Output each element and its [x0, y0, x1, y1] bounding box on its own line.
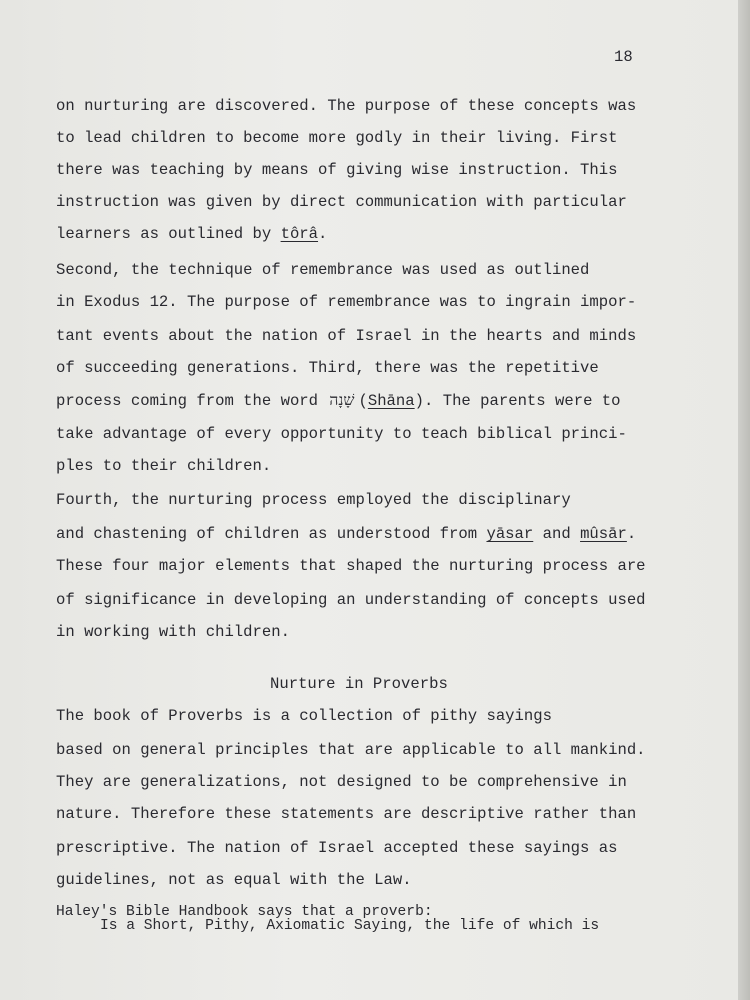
- text-line: They are generalizations, not designed to be comprehensive in: [56, 773, 627, 791]
- text-line: instruction was given by direct communication with particular: [56, 193, 627, 211]
- text-line: on nurturing are discovered. The purpose of these concepts was: [56, 97, 637, 115]
- text-line: there was teaching by means of giving wise instruction. This: [56, 161, 618, 179]
- text-segment: .: [318, 225, 328, 243]
- page-edge: [738, 0, 750, 1000]
- text-line: of succeeding generations. Third, there was the repetitive: [56, 359, 599, 377]
- hebrew-term-yasar: yāsar: [486, 525, 534, 543]
- text-line: [56, 524, 636, 544]
- text-line: nature. Therefore these statements are descriptive rather than: [56, 805, 637, 823]
- text-line: ples to their children.: [56, 457, 272, 475]
- text-segment: and chastening of children as understood from: [56, 525, 487, 543]
- transliteration-shana: Shāna: [367, 392, 415, 410]
- text-line: tant events about the nation of Israel in the hearts and minds: [56, 327, 637, 345]
- text-line: Fourth, the nurturing process employed the disciplinary: [56, 491, 571, 509]
- text-line: in working with children.: [56, 623, 290, 641]
- text-segment: learners as outlined by: [56, 225, 281, 243]
- text-line: These four major elements that shaped the nurturing process are: [56, 557, 646, 575]
- hebrew-term-tora: tôrâ: [280, 225, 319, 243]
- hebrew-term-musar: mûsār: [580, 525, 627, 543]
- text-line: The book of Proverbs is a collection of pithy sayings: [56, 707, 552, 725]
- text-line: of significance in developing an understanding of concepts used: [56, 591, 646, 609]
- text-line: in Exodus 12. The purpose of remembrance was to ingrain impor-: [56, 293, 637, 311]
- text-line: Haley's Bible Handbook says that a proverb:: [56, 904, 433, 920]
- text-segment: . The parents were to: [424, 392, 621, 410]
- text-line: guidelines, not as equal with the Law.: [56, 871, 412, 889]
- text-line: prescriptive. The nation of Israel accepted these sayings as: [56, 839, 618, 857]
- text-line: to lead children to become more godly in their living. First: [56, 129, 618, 147]
- text-line: [56, 224, 327, 244]
- hebrew-word-shana: שָׁנָה: [329, 391, 355, 409]
- page-number: 18: [614, 48, 633, 66]
- text-line: based on general principles that are applicable to all mankind.: [56, 741, 646, 759]
- quote-line: Is a Short, Pithy, Axiomatic Saying, the life of which is: [100, 918, 600, 934]
- text-line: process coming from the word שָׁנָה (Shāna). The parents were to: [56, 391, 621, 410]
- text-segment: .: [626, 525, 637, 543]
- text-segment: process coming from the word: [56, 392, 319, 410]
- text-line: take advantage of every opportunity to teach biblical princi-: [56, 425, 627, 443]
- text-segment: and: [533, 525, 581, 543]
- section-heading: Nurture in Proverbs: [270, 675, 448, 693]
- text-line: Second, the technique of remembrance was used as outlined: [56, 261, 590, 279]
